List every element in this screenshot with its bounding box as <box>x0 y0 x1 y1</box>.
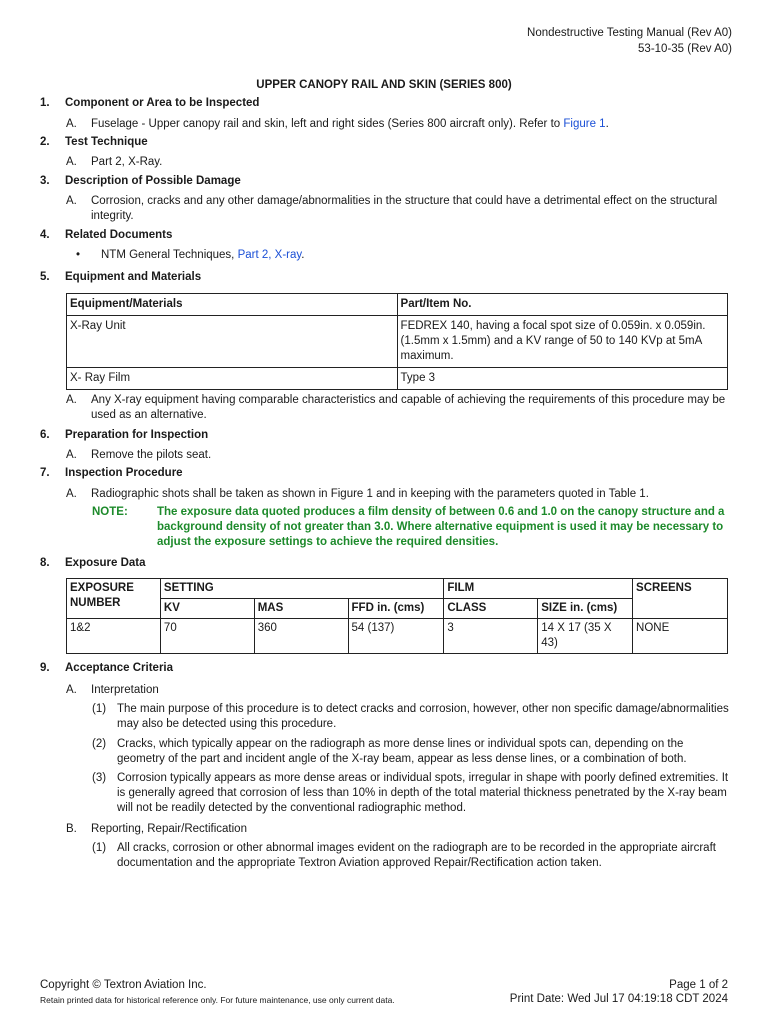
manual-revision: 53-10-35 (Rev A0) <box>638 43 732 55</box>
section-7-heading: 7. Inspection Procedure <box>40 467 183 479</box>
page-header <box>527 25 732 57</box>
list-item: (3) Corrosion typically appears as more dense areas or individual spots, irregular in shape with poorly defined extremities. It is generally agreed that corrosion of less than 10% in depth of the total material thickness penetrated by the X-ray beam will not be readily detected by the conventional radiographic method. <box>92 772 729 814</box>
section-2-heading: 2. Test Technique <box>40 136 148 148</box>
list-item: (1) The main purpose of this procedure is to detect cracks and corrosion, however, other non specific damage/abnormalities may also be detected using this procedure. <box>92 703 729 730</box>
part-2-xray-link[interactable]: Part 2, X-ray <box>237 249 302 261</box>
table-cell: 3 <box>444 619 538 654</box>
document-title: UPPER CANOPY RAIL AND SKIN (SERIES 800) <box>256 79 512 91</box>
equipment-table-header <box>67 294 728 316</box>
exposure-table-header-row-2 <box>67 599 728 619</box>
section-5-item-a: A. Any X-ray equipment having comparable characteristics and capable of achieving the requirements of this procedure may be used as an alternative. <box>66 394 726 421</box>
section-4-bullet: • NTM General Techniques, Part 2, X-ray. <box>76 249 305 261</box>
section-8-heading: 8. Exposure Data <box>40 557 146 569</box>
table-row <box>67 619 728 654</box>
section-6-heading: 6. Preparation for Inspection <box>40 429 209 441</box>
section-2-item-a: A. Part 2, X-Ray. <box>66 156 163 168</box>
figure-1-link[interactable]: Figure 1 <box>563 118 606 130</box>
exposure-data-table <box>66 578 728 654</box>
table-cell: 54 (137) <box>348 619 444 654</box>
section-9-item-a: A. Interpretation <box>66 684 159 696</box>
retain-notice: Retain printed data for historical reference only. For future maintenance, use only current data. <box>40 995 395 1005</box>
table-cell: 70 <box>160 619 254 654</box>
print-date: Print Date: Wed Jul 17 04:19:18 CDT 2024 <box>509 993 728 1005</box>
section-9-item-b: B. Reporting, Repair/Rectification <box>66 823 247 835</box>
section-1-item-a: A. Fuselage - Upper canopy rail and skin, left and right sides (Series 800 aircraft only). Refer to Figure 1. <box>66 118 609 130</box>
section-1-heading: 1. Component or Area to be Inspected <box>40 97 260 109</box>
film-header: FILM <box>444 579 633 599</box>
table-cell: 14 X 17 (35 X 43) <box>538 619 633 654</box>
exposure-number-header: EXPOSURE NUMBER <box>67 579 161 619</box>
equipment-header: Equipment/Materials <box>67 294 398 316</box>
table-cell: Type 3 <box>397 368 727 390</box>
list-item: (1) All cracks, corrosion or other abnormal images evident on the radiograph are to be recorded in the appropriate aircraft documentation and the appropriate Textron Aviation approved Repair/Rectification action taken. <box>92 842 716 869</box>
copyright-text: Copyright © Textron Aviation Inc. <box>40 979 207 991</box>
screens-header: SCREENS <box>633 579 728 619</box>
section-6-item-a: A. Remove the pilots seat. <box>66 449 212 461</box>
page-footer-right <box>510 978 728 1006</box>
kv-header: KV <box>160 599 254 619</box>
section-9-heading: 9. Acceptance Criteria <box>40 662 174 674</box>
manual-title: Nondestructive Testing Manual (Rev A0) <box>527 27 732 39</box>
note-text: The exposure data quoted produces a film density of between 0.6 and 1.0 on the canopy structure and a background density of not greater than 3.0. Where alternative equipment is used it may be necessary to adjust the exposure settings to achieve the required densities. <box>157 506 725 548</box>
mas-header: MAS <box>254 599 348 619</box>
setting-header: SETTING <box>160 579 443 599</box>
exposure-table-header-row-1 <box>67 579 728 599</box>
part-number-header: Part/Item No. <box>397 294 727 316</box>
page-footer-left <box>40 978 395 1007</box>
section-7-item-a: A. Radiographic shots shall be taken as shown in Figure 1 and in keeping with the parameters quoted in Table 1. <box>66 488 649 500</box>
table-cell: 360 <box>254 619 348 654</box>
table-cell: FEDREX 140, having a focal spot size of 0.059in. x 0.059in. (1.5mm x 1.5mm) and a KV range of 50 to 140 KVp at 5mA maximum. <box>397 316 727 368</box>
page-number: Page 1 of 2 <box>669 979 728 991</box>
list-item: (2) Cracks, which typically appear on the radiograph as more dense lines or individual spots can, depending on the geometry of the part and incident angle of the X-ray beam, appear as less dense lines, or a combination of both. <box>92 738 687 765</box>
note-label: NOTE: <box>92 506 128 518</box>
section-5-heading: 5. Equipment and Materials <box>40 271 202 283</box>
table-cell: 1&2 <box>67 619 161 654</box>
equipment-table <box>66 293 728 390</box>
table-cell: X- Ray Film <box>67 368 398 390</box>
table-cell: NONE <box>633 619 728 654</box>
table-row <box>67 368 728 390</box>
size-header: SIZE in. (cms) <box>538 599 633 619</box>
section-4-heading: 4. Related Documents <box>40 229 173 241</box>
table-cell: X-Ray Unit <box>67 316 398 368</box>
ffd-header: FFD in. (cms) <box>348 599 444 619</box>
section-3-item-a: A. Corrosion, cracks and any other damage/abnormalities in the structure that could have a detrimental effect on the structural integrity. <box>66 195 718 222</box>
table-row <box>67 316 728 368</box>
exposure-note <box>92 505 732 550</box>
class-header: CLASS <box>444 599 538 619</box>
section-3-heading: 3. Description of Possible Damage <box>40 175 241 187</box>
